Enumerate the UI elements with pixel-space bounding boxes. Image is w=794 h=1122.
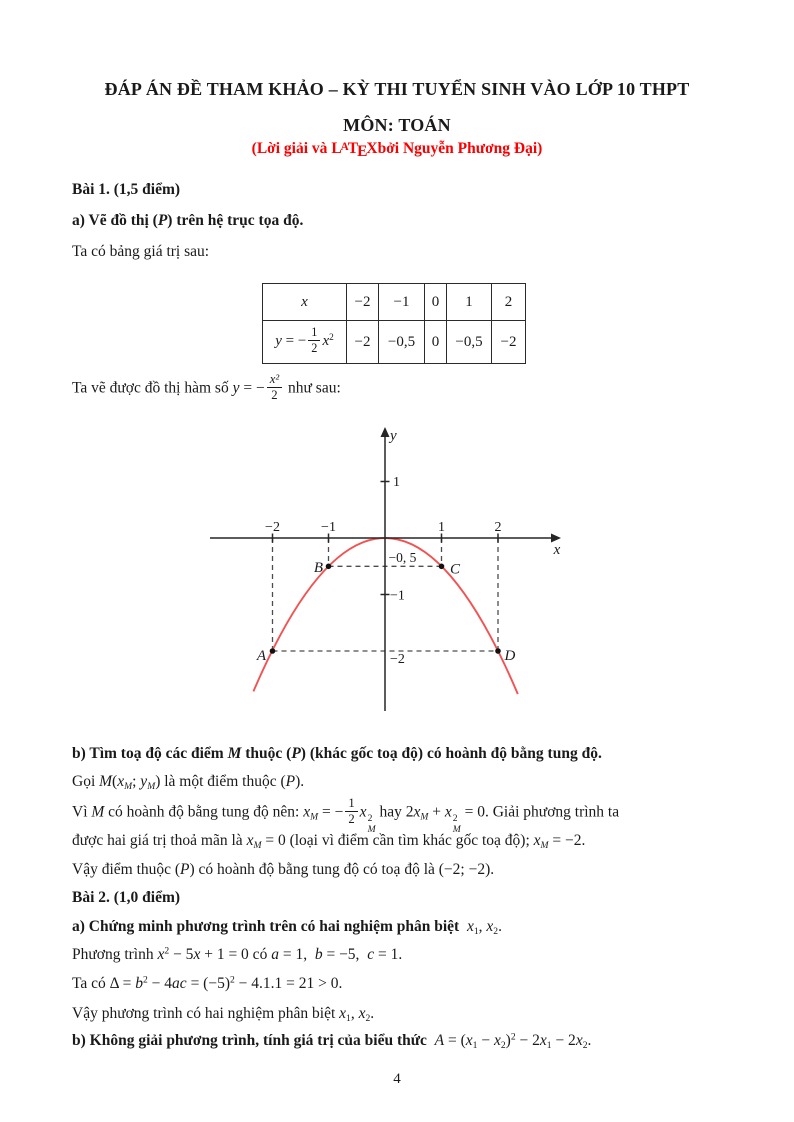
bai1-line-goi: Gọi M(xM; yM) là một điểm thuộc (P). [72, 773, 305, 792]
bai2-line-vay: Vậy phương trình có hai nghiệm phân biệt x1, x2. [72, 1005, 375, 1024]
point-A-label: A [256, 648, 266, 664]
xtick--1: −1 [321, 520, 336, 535]
table-cell: −2 [347, 284, 379, 321]
table-cell: 1 [447, 284, 492, 321]
bai2-line-delta: Ta có $\Delta = b^2 - 4ac = (-5)^2 - 4.1.1 = 21 > 0$. [72, 974, 343, 992]
table-cell: −0,5 [447, 321, 492, 364]
ytick-1: 1 [393, 475, 400, 490]
xtick--2: −2 [265, 520, 280, 535]
ytick--2: −2 [390, 652, 405, 667]
bai2-part-a-heading: a) Chứng minh phương trình trên có hai nghiệm phân biệt x1, x2. [72, 918, 502, 937]
table-row-y [263, 321, 526, 364]
credit-line [0, 139, 794, 162]
table-cell: 2 [492, 284, 526, 321]
table-cell-x-label: x [263, 284, 347, 321]
table-cell-y-label: y = − $\frac{1}{2}$ $x^2$ [263, 321, 347, 364]
page-subtitle: MÔN: TOÁN [343, 115, 451, 135]
bai1-line-duoc: được hai giá trị thoả mãn là xM = 0 (loại vì điểm cần tìm khác gốc toạ độ); xM = −2. [72, 832, 586, 851]
value-table [262, 283, 526, 364]
bai2-part-b-heading: b) Không giải phương trình, tính giá trị của biểu thức $A = (x1 - x2)^2 - 2x1 - 2x2$. [72, 1031, 592, 1051]
point-B [326, 564, 332, 570]
bai1-heading: Bài 1. (1,5 điểm) [72, 181, 181, 198]
table-cell: −2 [492, 321, 526, 364]
bai1-line-vay: Vậy điểm thuộc (P) có hoành độ bằng tung độ có toạ độ là (−2; −2). [72, 861, 495, 878]
point-C-label: C [450, 561, 461, 578]
ytick--1: −1 [390, 588, 405, 604]
point-B-label: B [313, 560, 323, 576]
axes [210, 434, 553, 711]
x-axis-label: x [553, 542, 561, 558]
point-D-label: D [504, 648, 516, 664]
latex-logo: $L^ATEX$ [331, 140, 378, 161]
page-number: 4 [393, 1071, 401, 1087]
half-value-label: −0, 5 [388, 550, 417, 565]
table-cell: −1 [379, 284, 425, 321]
credit-post: bởi Nguyễn Phương Đại) [377, 140, 543, 157]
parabola-graph [200, 420, 580, 720]
bai1-graph-intro: Ta vẽ được đồ thị hàm số y = − $\frac{\text{x²}}{2}$ như sau: [72, 372, 341, 402]
point-A [270, 648, 276, 654]
y-axis-arrow-icon [381, 427, 390, 437]
table-cell: 0 [425, 321, 447, 364]
graph-svg [200, 420, 580, 720]
bai1-part-b-heading: b) Tìm toạ độ các điểm M thuộc (P) (khác gốc toạ độ) có hoành độ bằng tung độ. [72, 745, 602, 762]
bai2-line-pt: Phương trình $x^2 - 5x + 1 = 0$ có a = 1, b = −5, c = 1. [72, 945, 403, 963]
point-D [495, 648, 501, 654]
y-axis-label: y [390, 428, 397, 444]
bai1-part-a-heading: a) Vẽ đồ thị (P) trên hệ trục tọa độ. [72, 212, 304, 229]
table-cell: 0 [425, 284, 447, 321]
xtick-1: 1 [438, 520, 445, 535]
page-title: ĐÁP ÁN ĐỀ THAM KHẢO – KỲ THI TUYỂN SINH VÀO LỚP 10 THPT [104, 79, 690, 99]
bai2-heading: Bài 2. (1,0 điểm) [72, 889, 181, 906]
table-cell: −0,5 [379, 321, 425, 364]
bai1-table-intro: Ta có bảng giá trị sau: [72, 243, 210, 260]
bai1-line-vi: Vì M có hoành độ bằng tung độ nên: xM = − $\frac{1}{2}$ x 2 M hay 2xM + x 2 M = 0. Giải phương trình ta [72, 796, 620, 835]
credit-pre: (Lời giải và [251, 140, 332, 157]
table-cell: −2 [347, 321, 379, 364]
point-C [439, 564, 445, 570]
xtick-2: 2 [494, 520, 502, 535]
table-row-x [263, 284, 526, 321]
